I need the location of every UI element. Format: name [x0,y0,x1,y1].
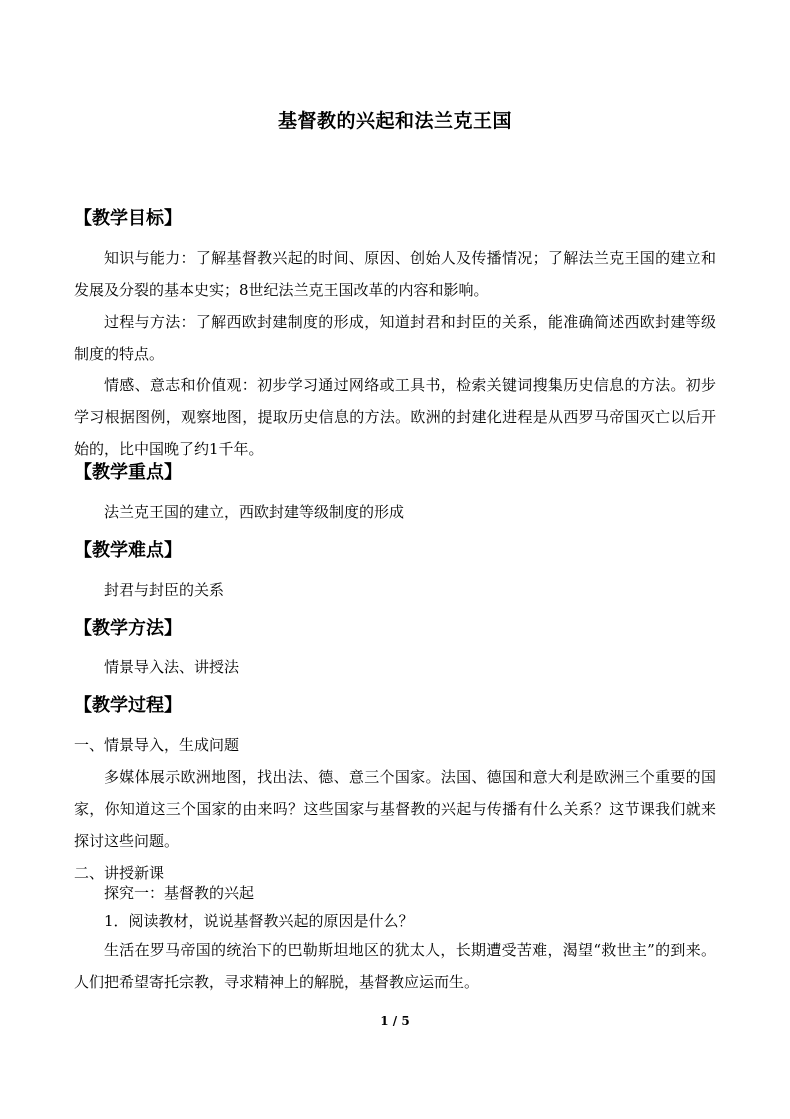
question1: 1．阅读教材，说说基督教兴起的原因是什么？ [104,912,414,930]
step2-title: 二、讲授新课 [74,864,165,882]
heading-teaching-difficulties: 【教学难点】 [74,540,182,561]
document-title: 基督教的兴起和法兰克王国 [277,110,512,132]
text-key-points: 法兰克王国的建立，西欧封建等级制度的形成 [104,503,405,521]
paragraph-answer1: 生活在罗马帝国的统治下的巴勒斯坦地区的犹太人，长期遭受苦难，渴望“救世主”的到来。人们把希望寄托宗教，寻求精神上的解脱，基督教应运而生。 [74,941,716,991]
page-number: 1 / 5 [380,1014,410,1028]
paragraph-step1: 多媒体展示欧洲地图，找出法、德、意三个国家。法国、德国和意大利是欧洲三个重要的国家，你知道这三个国家的由来吗？这些国家与基督教的兴起与传播有什么关系？这节课我们就来探讨这些问题。 [74,768,716,850]
paragraph-knowledge-ability: 知识与能力：了解基督教兴起的时间、原因、创始人及传播情况；了解法兰克王国的建立和发展及分裂的基本史实；8世纪法兰克王国改革的内容和影响。 [74,249,716,299]
heading-teaching-key-points: 【教学重点】 [74,462,182,483]
heading-teaching-process: 【教学过程】 [74,695,182,716]
heading-teaching-methods: 【教学方法】 [74,618,182,639]
heading-teaching-goals: 【教学目标】 [74,208,182,229]
text-methods: 情景导入法、讲授法 [104,658,240,676]
paragraph-emotion-values: 情感、意志和价值观：初步学习通过网络或工具书，检索关键词搜集历史信息的方法。初步学习根据图例，观察地图，提取历史信息的方法。欧洲的封建化进程是从西罗马帝国灭亡以后开始的，比中国晚了约1千年。 [74,376,716,458]
text-difficulties: 封君与封臣的关系 [104,581,225,599]
explore1-title: 探究一：基督教的兴起 [104,884,255,902]
step1-title: 一、情景导入，生成问题 [74,736,240,754]
paragraph-process-method: 过程与方法：了解西欧封建制度的形成，知道封君和封臣的关系，能准确简述西欧封建等级制度的特点。 [74,313,716,363]
